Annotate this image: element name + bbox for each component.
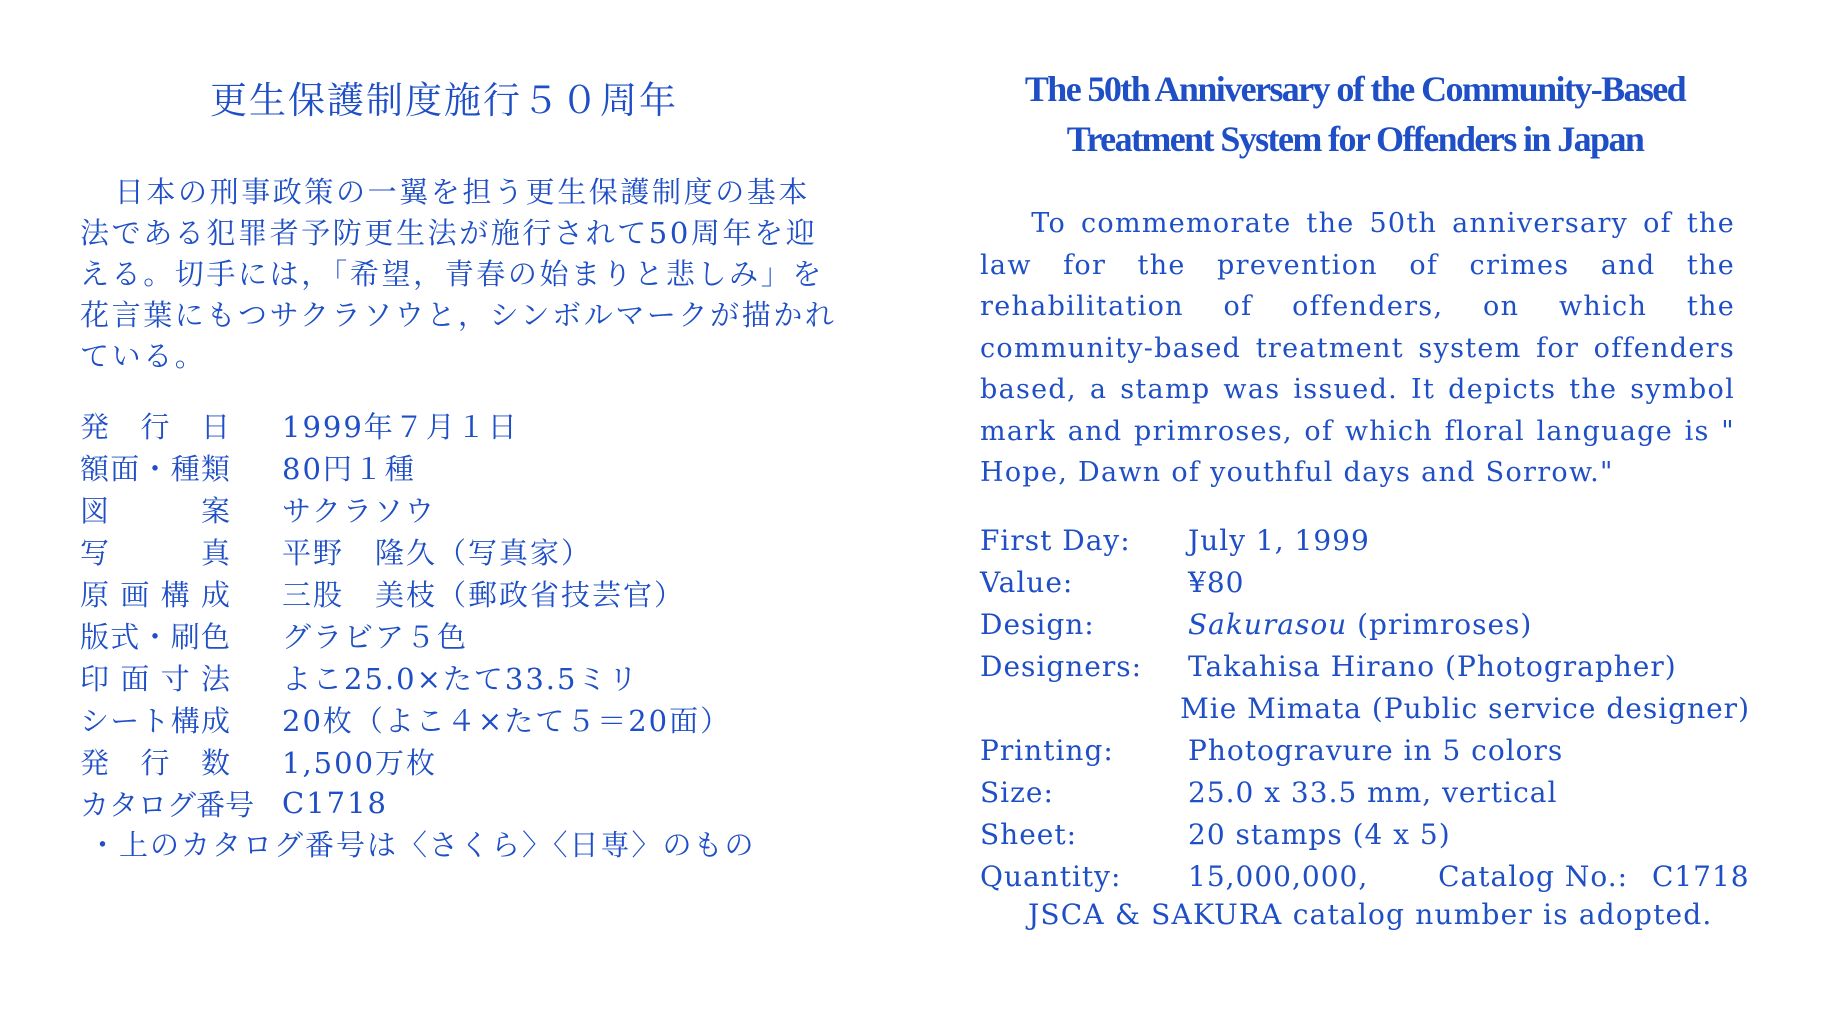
- jp-label: [80, 741, 230, 782]
- jp-value: 三股 美枝（郵政省技芸官）: [282, 577, 686, 612]
- japanese-details: [80, 404, 850, 824]
- jp-label-char: 数: [200, 745, 230, 780]
- en-value: Mie Mimata (Public service designer): [1180, 691, 1750, 725]
- en-row-design: [980, 603, 1750, 645]
- jp-value: よこ25.0×たて33.5ミリ: [282, 661, 640, 696]
- jp-value: 1999年７月１日: [282, 409, 519, 444]
- japanese-description: 日本の刑事政策の一翼を担う更生保護制度の基本法である犯罪者予防更生法が施行されて50周年を迎える。切手には，「希望，青春の始まりと悲しみ」を花言葉にもつサクラソウと，シンボルマークが描かれている。: [80, 175, 837, 373]
- jp-label-char: 発: [80, 409, 110, 444]
- en-label: Quantity:: [980, 859, 1122, 893]
- jp-row-issue-date: [80, 404, 850, 446]
- catalog-label: Catalog No.:: [1438, 859, 1629, 893]
- en-row-first-day: [980, 519, 1750, 561]
- en-row-designers: [980, 645, 1750, 687]
- en-value: [1188, 860, 1750, 893]
- jp-value: C1718: [282, 786, 388, 820]
- en-label: Printing:: [980, 733, 1114, 767]
- english-title-line-2: Treatment System for Offenders in Japan: [1066, 119, 1644, 159]
- jp-label: [80, 531, 230, 572]
- jp-row-denomination: [80, 446, 850, 488]
- jp-label-char: 刷: [170, 619, 200, 654]
- jp-label-char: 版: [80, 619, 110, 654]
- en-label: Designers:: [980, 649, 1143, 683]
- jp-row-quantity: [80, 740, 850, 782]
- en-label: Design:: [980, 607, 1095, 641]
- jp-label: [80, 405, 230, 446]
- jp-label-char: ・: [140, 619, 170, 654]
- jp-label-char: 案: [200, 493, 230, 528]
- jp-label-char: 色: [200, 619, 230, 654]
- jp-label-char: 面: [120, 661, 150, 696]
- jp-label-char: グ: [167, 787, 197, 822]
- en-row-quantity: [980, 855, 1750, 897]
- en-row-size: [980, 771, 1750, 813]
- jp-label-char: ー: [110, 703, 140, 738]
- jp-label-char: ト: [140, 703, 170, 738]
- jp-value: 80円１種: [282, 451, 416, 486]
- jp-label: [80, 615, 230, 656]
- japanese-title: 更生保護制度施行５０周年: [210, 79, 678, 122]
- en-value: Takahisa Hirano (Photographer): [1188, 649, 1677, 683]
- jp-value: 20枚（よこ４×たて５＝20面）: [282, 703, 732, 738]
- english-title-line-1: The 50th Anniversary of the Community-Based: [1024, 69, 1686, 109]
- jp-label-char: 番: [196, 787, 226, 822]
- jp-label-char: 画: [120, 577, 150, 612]
- jp-label-char: タ: [109, 787, 139, 822]
- jp-value: 平野 隆久（写真家）: [282, 535, 593, 570]
- english-title: [980, 64, 1730, 164]
- quantity-value: 15,000,000,: [1188, 859, 1369, 893]
- en-row-value: [980, 561, 1750, 603]
- jp-label-char: 日: [200, 409, 230, 444]
- jp-label: [80, 489, 230, 530]
- jp-label-char: 面: [110, 451, 140, 486]
- jp-value: 1,500万枚: [282, 745, 438, 780]
- en-value: Photogravure in 5 colors: [1188, 733, 1564, 767]
- jp-label-char: 真: [200, 535, 230, 570]
- jp-row-original-design: [80, 572, 850, 614]
- jp-value: グラビア５色: [282, 619, 469, 654]
- jp-label-char: 寸: [160, 661, 190, 696]
- jp-label-char: 構: [170, 703, 200, 738]
- jp-label-char: 法: [200, 661, 230, 696]
- jp-label-char: 発: [80, 745, 110, 780]
- en-value: [1188, 608, 1532, 641]
- jp-label: [80, 447, 230, 488]
- jp-label: [80, 657, 230, 698]
- catalog-value: C1718: [1651, 859, 1750, 893]
- jp-label-char: 原: [80, 577, 110, 612]
- english-note: JSCA & SAKURA catalog number is adopted.: [1028, 898, 1713, 931]
- design-italic-name: Sakurasou: [1188, 607, 1348, 641]
- jp-label-char: シ: [80, 703, 110, 738]
- jp-label-char: 額: [80, 451, 110, 486]
- jp-label-char: 成: [200, 703, 230, 738]
- en-row-sheet: [980, 813, 1750, 855]
- jp-label-char: 種: [170, 451, 200, 486]
- en-label: Value:: [980, 565, 1074, 599]
- jp-label-char: 式: [110, 619, 140, 654]
- jp-label-char: 成: [200, 577, 230, 612]
- en-value: 20 stamps (4 x 5): [1188, 817, 1451, 851]
- english-details: [980, 519, 1750, 897]
- jp-row-design: [80, 488, 850, 530]
- jp-label-char: 印: [80, 661, 110, 696]
- jp-row-sheet: [80, 698, 850, 740]
- jp-label-char: 号: [225, 787, 255, 822]
- jp-label-char: 図: [80, 493, 110, 528]
- en-value: ¥80: [1188, 565, 1245, 599]
- jp-row-printing: [80, 614, 850, 656]
- jp-label-char: 行: [140, 409, 170, 444]
- en-row-printing: [980, 729, 1750, 771]
- en-value: 25.0 x 33.5 mm, vertical: [1188, 775, 1558, 809]
- en-label: Sheet:: [980, 817, 1078, 851]
- jp-row-photo: [80, 530, 850, 572]
- jp-row-size: [80, 656, 850, 698]
- en-label: Size:: [980, 775, 1054, 809]
- jp-label: [80, 699, 230, 740]
- jp-label-char: 写: [80, 535, 110, 570]
- design-rest: (primroses): [1347, 607, 1533, 641]
- jp-row-catalog: [80, 782, 850, 824]
- jp-label-char: ロ: [138, 787, 168, 822]
- jp-label: [80, 783, 255, 824]
- japanese-note: ・上のカタログ番号は〈さくら〉〈日専〉のもの: [88, 828, 756, 862]
- jp-label-char: 行: [140, 745, 170, 780]
- jp-label-char: ・: [140, 451, 170, 486]
- en-value: July 1, 1999: [1188, 523, 1370, 557]
- en-row-designers-2: [980, 687, 1750, 729]
- jp-value: サクラソウ: [282, 493, 436, 528]
- jp-label-char: 類: [200, 451, 230, 486]
- en-label: First Day:: [980, 523, 1131, 557]
- jp-label-char: カ: [80, 787, 110, 822]
- english-description: To commemorate the 50th anniversary of the law for the prevention of crimes and the rehabilitation of offenders, on which the community-based treatment system for offenders based, a stamp was issued. It depicts the symbol mark and primroses, of which floral language is " Hope, Dawn of youthful days and Sorrow.": [980, 208, 1735, 488]
- jp-label-char: 構: [160, 577, 190, 612]
- jp-label: [80, 573, 230, 614]
